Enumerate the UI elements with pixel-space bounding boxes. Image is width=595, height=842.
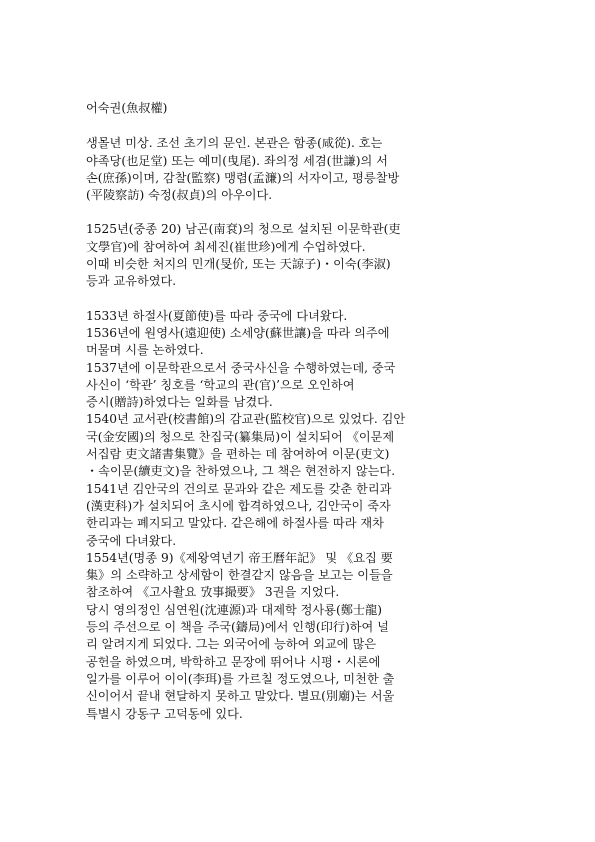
text-line: 특별시 강동구 고덕동에 있다. [86,706,243,721]
text-line: 서집람 吏文諸書集覽》을 편하는 데 참여하여 이문(吏文) [86,447,390,462]
text-line: 공헌을 하였으며, 박학하고 문장에 뛰어나 시평・시론에 [86,654,381,669]
text-line: 1533년 하절사(夏節使)를 따라 중국에 다녀왔다. [86,308,348,323]
paragraph [86,221,512,290]
text-line: 증시(贈詩)하였다는 일화를 남겼다. [86,395,273,410]
text-line: (漢吏科)가 설치되어 초시에 합격하였으나, 김안국이 죽자 [86,498,391,513]
document-title: 어숙권(魚叔權) [86,101,168,115]
text-line: 1541년 김안국의 건의로 문과와 같은 제도를 갖춘 한리과 [86,481,392,496]
text-line: 일가를 이루어 이이(李珥)를 가르칠 정도였으나, 미천한 출 [86,671,395,686]
document-page [86,100,512,740]
text-line: 머물며 시를 논하였다. [86,343,204,358]
text-line: 신이어서 끝내 현달하지 못하고 말았다. 별묘(別廟)는 서울 [86,689,395,704]
document-body [86,135,512,723]
text-line: 리 알려지게 되었다. 그는 외국어에 능하여 외교에 많은 [86,637,377,652]
text-line: 文學官)에 참여하여 최세진(崔世珍)에게 수업하였다. [86,239,366,254]
paragraph [86,308,512,723]
text-line: 생몰년 미상. 조선 초기의 문인. 본관은 함종(咸從). 호는 [86,136,383,151]
text-line: 이때 비슷한 처지의 민개(旻价, 또는 天諒子)・이숙(李淑) [86,257,391,272]
text-line: 국(金安國)의 청으로 찬집국(纂集局)이 설치되어 《이문제 [86,429,395,444]
text-line: 등과 교유하였다. [86,274,177,289]
text-line: 1537년에 이문학관으로서 중국사신을 수행하였는데, 중국 [86,360,396,375]
text-line: 1554년(명종 9)《제왕역년기 帝王曆年記》 및 《요집 要 [86,550,393,565]
text-line: 등의 주선으로 이 책을 주국(鑄局)에서 인행(印行)하여 널 [86,620,389,635]
paragraph [86,135,512,204]
text-line: 1540년 교서관(校書館)의 감교관(監校官)으로 있었다. 김안 [86,412,406,427]
text-line: ・속이문(續吏文)을 찬하였으나, 그 책은 현전하지 않는다. [86,464,396,479]
text-line: 중국에 다녀왔다. [86,533,177,548]
text-line: (平陵察訪) 숙정(叔貞)의 아우이다. [86,188,273,203]
text-line: 참조하여 《고사촬요 攷事撮要》 3권을 지었다. [86,585,340,600]
text-line: 한리과는 폐지되고 말았다. 같은해에 하절사를 따라 재차 [86,516,384,531]
text-line: 1536년에 원영사(遠迎使) 소세양(蘇世讓)을 따라 의주에 [86,325,390,340]
text-line: 당시 영의정인 심연원(沈連源)과 대제학 정사룡(鄭士龍) [86,602,383,617]
text-line: 손(庶孫)이며, 감찰(監察) 맹렴(孟濂)의 서자이고, 평릉찰방 [86,170,400,185]
text-line: 야족당(也足堂) 또는 예미(曳尾). 좌의정 세겸(世謙)의 서 [86,153,388,168]
text-line: 사신이 ‘학관’ 칭호를 ‘학교의 관(官)’으로 오인하여 [86,377,355,392]
text-line: 集》의 소략하고 상세함이 한결같지 않음을 보고는 이들을 [86,568,393,583]
text-line: 1525년(중종 20) 남곤(南袞)의 청으로 설치된 이문학관(吏 [86,222,401,237]
